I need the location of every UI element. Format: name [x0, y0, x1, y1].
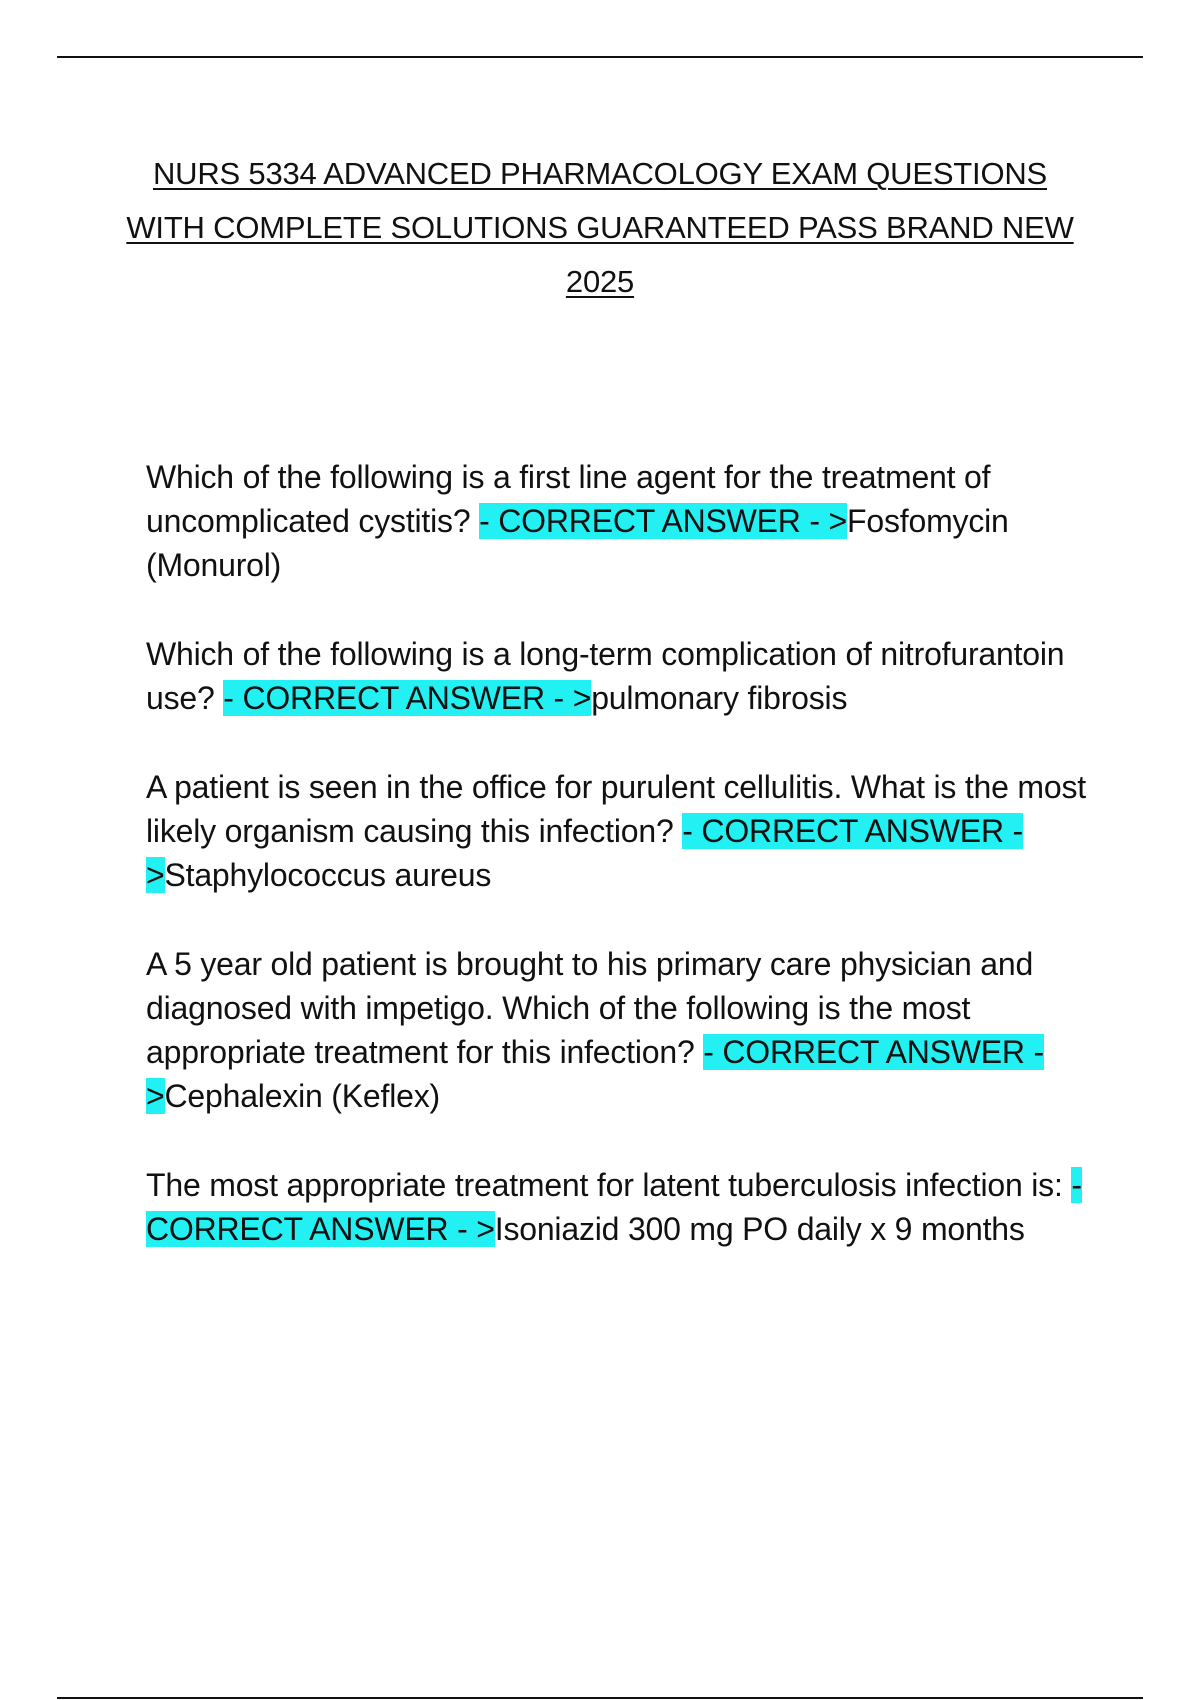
question-text: The most appropriate treatment for latent tuberculosis infection is: [146, 1167, 1072, 1203]
qa-item [146, 455, 1096, 587]
qa-item [146, 1163, 1096, 1251]
question-text: A 5 year old patient is brought to his primary care physician and diagnosed with impetigo. Which of the following is the most appropriate treatment for this infection? [146, 946, 1034, 1070]
correct-answer-marker: - CORRECT ANSWER - > [223, 680, 592, 716]
qa-item [146, 632, 1096, 720]
qa-item [146, 942, 1096, 1118]
top-rule [57, 56, 1143, 58]
document-title: NURS 5334 ADVANCED PHARMACOLOGY EXAM QUESTIONS WITH COMPLETE SOLUTIONS GUARANTEED PASS BRAND NEW 2025 [126, 156, 1074, 299]
answer-text: Isoniazid 300 mg PO daily x 9 months [494, 1211, 1025, 1247]
correct-answer-marker: - CORRECT ANSWER - > [146, 1034, 1044, 1114]
qa-list [146, 455, 1096, 1296]
answer-text: pulmonary fibrosis [591, 680, 848, 716]
correct-answer-marker: - CORRECT ANSWER - > [146, 1167, 1082, 1247]
answer-text: Staphylococcus aureus [164, 857, 492, 893]
correct-answer-marker: - CORRECT ANSWER - > [146, 813, 1023, 893]
qa-item [146, 765, 1096, 897]
bottom-rule [57, 1697, 1143, 1699]
correct-answer-marker: - CORRECT ANSWER - > [479, 503, 848, 539]
question-text: Which of the following is a first line agent for the treatment of uncomplicated cystitis? [146, 459, 991, 539]
question-text: A patient is seen in the office for purulent cellulitis. What is the most likely organism causing this infection? [146, 769, 1086, 849]
answer-text: Cephalexin (Keflex) [164, 1078, 440, 1114]
answer-text: Fosfomycin (Monurol) [146, 503, 1009, 583]
question-text: Which of the following is a long-term complication of nitrofurantoin use? [146, 636, 1065, 716]
